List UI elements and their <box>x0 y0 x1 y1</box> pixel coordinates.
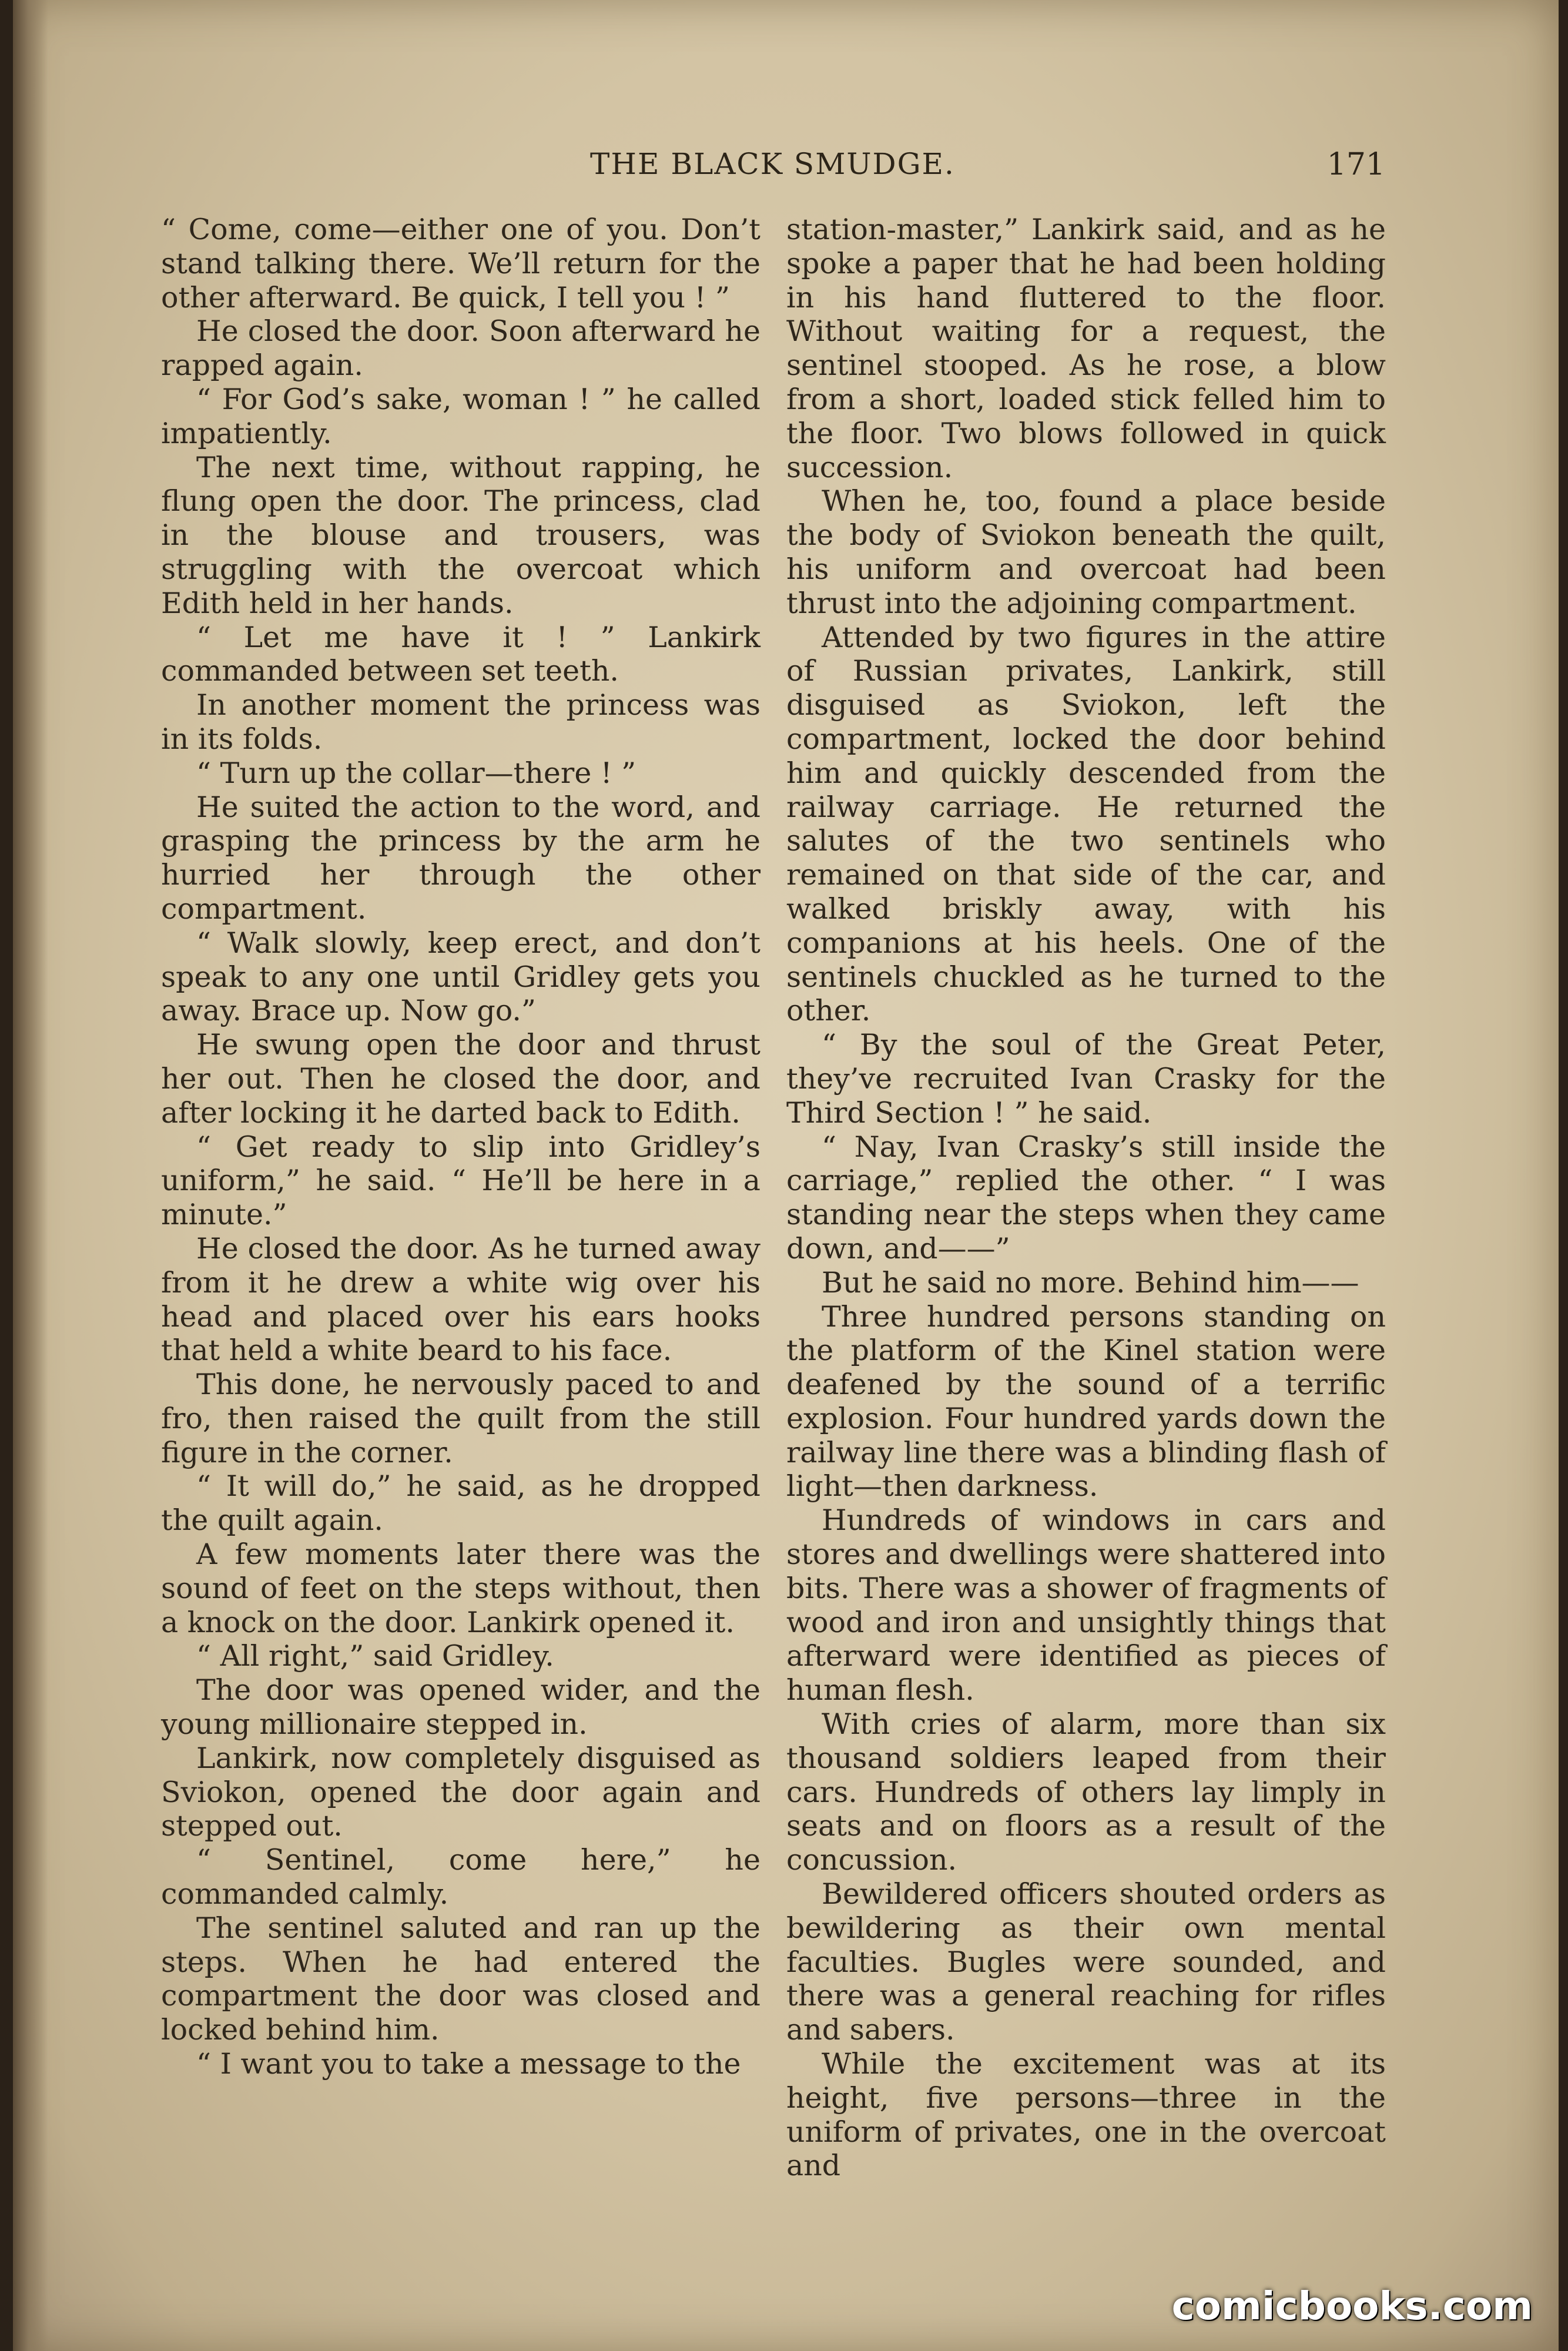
paragraph: The door was opened wider, and the young millionaire stepped in. <box>161 1673 760 1742</box>
running-header <box>160 147 1385 200</box>
paragraph: Three hundred persons standing on the platform of the Kinel station were deafened by the sound of a terrific explosion. Four hundred yards down the railway line there was a blinding flash of light—then darkness. <box>786 1300 1386 1503</box>
paragraph: While the excitement was at its height, five persons—three in the uniform of privates, one in the overcoat and <box>786 2047 1386 2183</box>
paragraph: He suited the action to the word, and grasping the princess by the arm he hurried her through the other compartment. <box>161 790 760 926</box>
paragraph: “ Sentinel, come here,” he commanded calmly. <box>161 1843 760 1911</box>
paragraph: “ Let me have it ! ” Lankirk commanded between set teeth. <box>161 620 760 688</box>
paragraph: The sentinel saluted and ran up the steps. When he had entered the compartment the door was closed and locked behind him. <box>161 1911 760 2047</box>
paragraph: This done, he nervously paced to and fro, then raised the quilt from the still figure in the corner. <box>161 1368 760 1469</box>
paragraph: “ By the soul of the Great Peter, they’ve recruited Ivan Crasky for the Third Section ! ” he said. <box>786 1028 1386 1130</box>
page-number: 171 <box>1326 147 1385 182</box>
site-watermark: comicbooks.com <box>1171 2283 1533 2329</box>
paragraph: “ It will do,” he said, as he dropped the quilt again. <box>161 1469 760 1538</box>
paragraph: In another moment the princess was in its folds. <box>161 688 760 756</box>
paragraph: station-master,” Lankirk said, and as he spoke a paper that he had been holding in his hand fluttered to the floor. Without waiting for a request, the sentinel stooped. As he rose, a blow from a short, loaded stick felled him to the floor. Two blows followed in quick succession. <box>786 213 1386 484</box>
paragraph: He closed the door. Soon afterward he rapped again. <box>161 314 760 383</box>
paragraph: “ I want you to take a message to the <box>196 2047 741 2081</box>
paragraph: But he said no more. Behind him—— <box>822 1265 1359 1300</box>
paragraph: “ For God’s sake, woman ! ” he called impatiently. <box>161 382 760 450</box>
paragraph: He swung open the door and thrust her out. Then he closed the door, and after locking it he darted back to Edith. <box>161 1028 760 1130</box>
paragraph: Lankirk, now completely disguised as Sviokon, opened the door again and stepped out. <box>161 1741 760 1843</box>
paragraph: Attended by two figures in the attire of Russian privates, Lankirk, still disguised as Sviokon, left the compartment, locked the door behind him and quickly descended from the railway carriage. He returned the salutes of the two sentinels who remained on that side of the car, and walked briskly away, with his companions at his heels. One of the sentinels chuckled as he turned to the other. <box>786 620 1386 1028</box>
paragraph: A few moments later there was the sound of feet on the steps without, then a knock on the door. Lankirk opened it. <box>161 1538 760 1639</box>
paragraph: “ Nay, Ivan Crasky’s still inside the carriage,” replied the other. “ I was standing near the steps when they came down, and——” <box>786 1130 1386 1265</box>
paragraph: The next time, without rapping, he flung open the door. The princess, clad in the blouse and trousers, was struggling with the overcoat which Edith held in her hands. <box>161 450 760 620</box>
paragraph: He closed the door. As he turned away from it he drew a white wig over his head and placed over his ears hooks that held a white beard to his face. <box>161 1231 760 1368</box>
paragraph: “ Turn up the collar—there ! ” <box>196 756 636 790</box>
running-title: THE BLACK SMUDGE. <box>590 147 955 181</box>
page-spine-shadow <box>13 0 48 2351</box>
paragraph: “ Walk slowly, keep erect, and don’t speak to any one until Gridley gets you away. Brace up. Now go.” <box>161 926 760 1028</box>
right-column <box>786 213 1386 2183</box>
paragraph: When he, too, found a place beside the body of Sviokon beneath the quilt, his uniform and overcoat had been thrust into the adjoining compartment. <box>786 484 1386 620</box>
paragraph: “ Come, come—either one of you. Don’t stand talking there. We’ll return for the other afterward. Be quick, I tell you ! ” <box>161 213 760 314</box>
left-column <box>161 213 760 2081</box>
paragraph: “ Get ready to slip into Gridley’s uniform,” he said. “ He’ll be here in a minute.” <box>161 1130 760 1232</box>
paragraph: “ All right,” said Gridley. <box>196 1639 554 1673</box>
paragraph: With cries of alarm, more than six thousand soldiers leaped from their cars. Hundreds of others lay limply in seats and on floors as a result of the concussion. <box>786 1707 1386 1877</box>
paragraph: Bewildered officers shouted orders as bewildering as their own mental faculties. Bugles were sounded, and there was a general reaching for rifles and sabers. <box>786 1877 1386 2047</box>
book-page <box>13 0 1559 2351</box>
paragraph: Hundreds of windows in cars and stores and dwellings were shattered into bits. There was a shower of fragments of wood and iron and unsightly things that afterward were identified as pieces of human flesh. <box>786 1503 1386 1707</box>
